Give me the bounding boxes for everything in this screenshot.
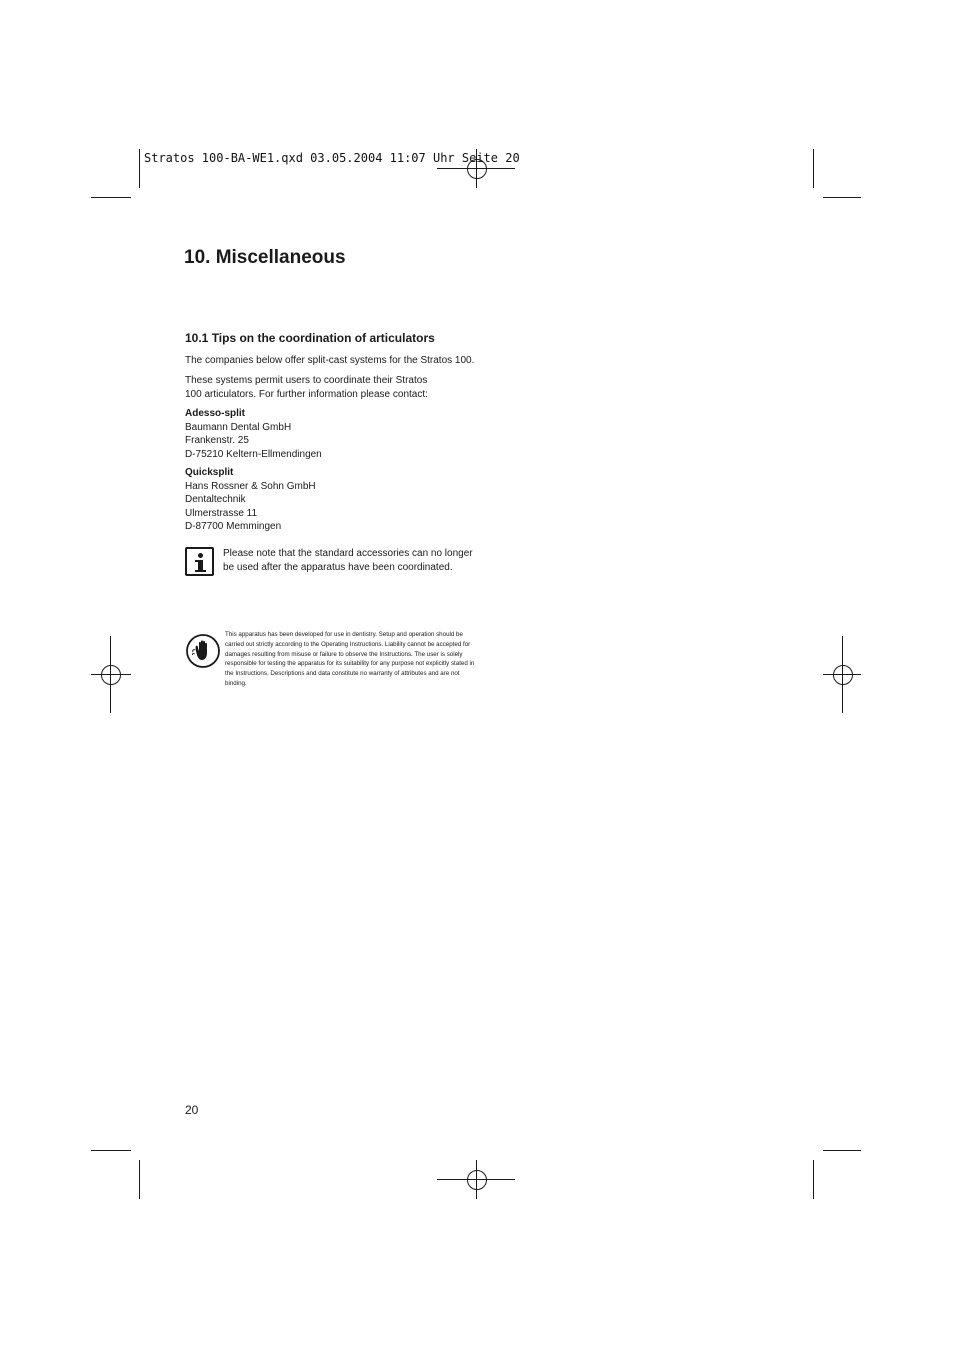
- contact-line: Ulmerstrasse 11: [185, 507, 258, 519]
- page-heading: 10. Miscellaneous: [184, 247, 346, 268]
- contact-line: Frankenstr. 25: [185, 435, 249, 446]
- intro-paragraph-1: The companies below offer split-cast systems for the Stratos 100.: [185, 355, 475, 366]
- contact-line: D-87700 Memmingen: [185, 521, 282, 532]
- contact-line: Baumann Dental GmbH: [185, 421, 292, 433]
- intro-paragraph-2: These systems permit users to coordinate their Stratos 100 articulators. For further information please contact:: [185, 375, 428, 400]
- slug-underline: [437, 168, 515, 169]
- contact-line: Dentaltechnik: [185, 494, 246, 505]
- hand-stop-icon: [185, 633, 221, 673]
- contact-line: D-75210 Keltern-Ellmendingen: [185, 448, 322, 460]
- contact-line: Hans Rossner & Sohn GmbH: [185, 480, 316, 492]
- info-note: Please note that the standard accessories can no longer be used after the apparatus have been coordinated.: [223, 548, 473, 573]
- page-number: 20: [185, 1103, 199, 1117]
- info-icon: [185, 547, 214, 576]
- print-slug: Stratos 100-BA-WE1.qxd 03.05.2004 11:07 Uhr Seite 20: [144, 151, 520, 165]
- contact-adesso: [185, 407, 485, 461]
- contact-name: Adesso-split: [185, 408, 246, 419]
- section-title: 10.1 Tips on the coordination of articulators: [185, 331, 435, 345]
- liability-disclaimer: This apparatus has been developed for use in dentistry. Setup and operation should be carried out strictly according to the Operating Instructions. Liability cannot be accepted for damages resulting from misuse or failure to observe the Instructions. The user is solely responsible for testing the apparatus for its suitability for any purpose not explicitly stated in the Instructions. Descriptions and data constitute no warranty of attributes and are not binding.: [225, 631, 475, 687]
- contact-quicksplit: [185, 466, 485, 534]
- contact-name: Quicksplit: [185, 467, 234, 478]
